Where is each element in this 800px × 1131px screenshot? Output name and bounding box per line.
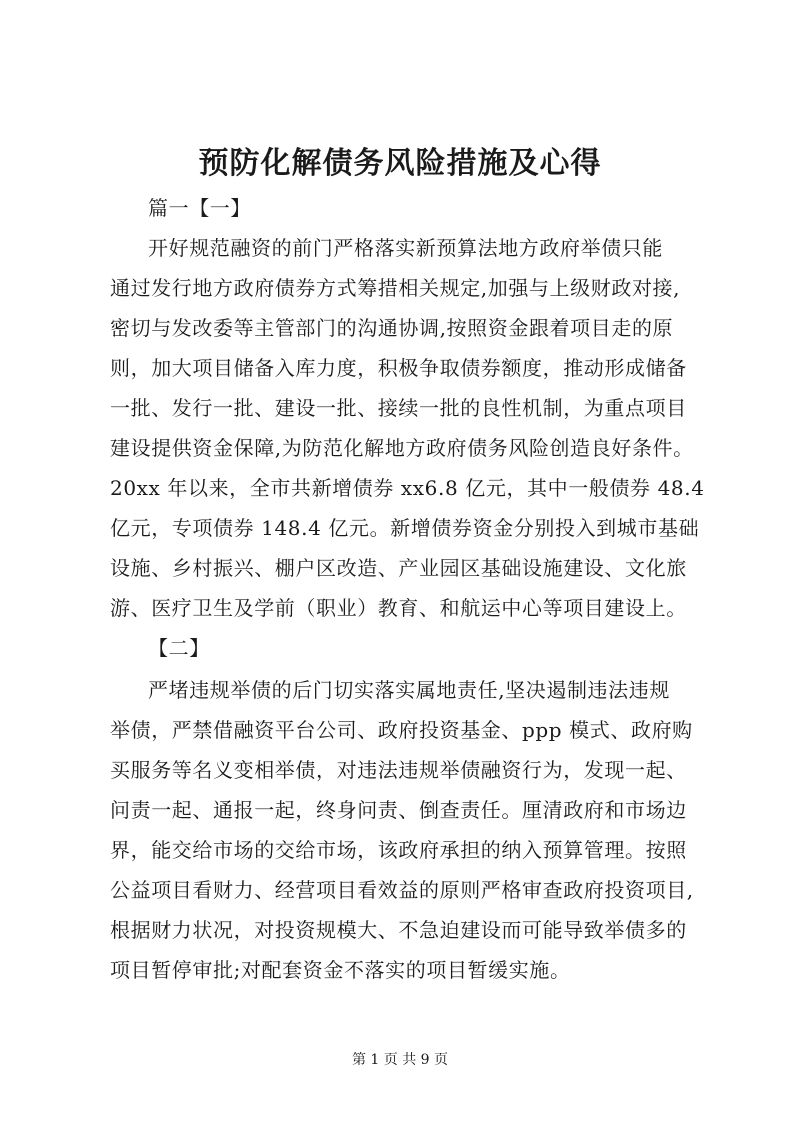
page-number: 第 1 页 共 9 页 xyxy=(351,1052,449,1068)
paragraph-line: 设施、乡村振兴、棚户区改造、产业园区基础设施建设、文化旅 xyxy=(110,556,687,580)
paragraph-line: 则，加大项目储备入库力度，积极争取债券额度，推动形成储备 xyxy=(110,356,687,380)
paragraph-line: 游、医疗卫生及学前（职业）教育、和航运中心等项目建设上。 xyxy=(110,596,687,620)
paragraph-line: 买服务等名义变相举债，对违法违规举债融资行为，发现一起、 xyxy=(110,758,687,782)
paragraph-line: 项目暂停审批;对配套资金不落实的项目暂缓实施。 xyxy=(110,958,571,982)
paragraph-line: 通过发行地方政府债券方式筹措相关规定,加强与上级财政对接, xyxy=(110,276,681,300)
paragraph-line: 密切与发改委等主管部门的沟通协调,按照资金跟着项目走的原 xyxy=(110,316,674,340)
paragraph-line: 开好规范融资的前门严格落实新预算法地方政府举债只能 xyxy=(148,236,663,260)
paragraph-line: 严堵违规举债的后门切实落实属地责任,坚决遏制违法违规 xyxy=(148,678,670,702)
paragraph-line: 公益项目看财力、经营项目看效益的原则严格审查政府投资项目, xyxy=(110,878,694,902)
document-title: 预防化解债务风险措施及心得 xyxy=(198,146,602,181)
section-heading: 篇一【一】 xyxy=(148,196,251,220)
paragraph-line: 一批、发行一批、建设一批、接续一批的良性机制，为重点项目 xyxy=(110,396,687,420)
paragraph-line: 问责一起、通报一起，终身问责、倒查责任。厘清政府和市场边 xyxy=(110,798,687,822)
paragraph-line: 举债，严禁借融资平台公司、政府投资基金、ppp 模式、政府购 xyxy=(110,718,693,742)
paragraph-line: 根据财力状况，对投资规模大、不急迫建设而可能导致举债多的 xyxy=(110,918,687,942)
paragraph-line: 20xx 年以来，全市共新增债券 xx6.8 亿元，其中一般债券 48.4 xyxy=(110,476,705,500)
paragraph-line: 亿元，专项债券 148.4 亿元。新增债券资金分别投入到城市基础 xyxy=(110,516,700,540)
section-heading: 【二】 xyxy=(148,636,210,660)
paragraph-line: 建设提供资金保障,为防范化解地方政府债务风险创造良好条件。 xyxy=(110,436,694,460)
paragraph-line: 界，能交给市场的交给市场，该政府承担的纳入预算管理。按照 xyxy=(110,838,687,862)
